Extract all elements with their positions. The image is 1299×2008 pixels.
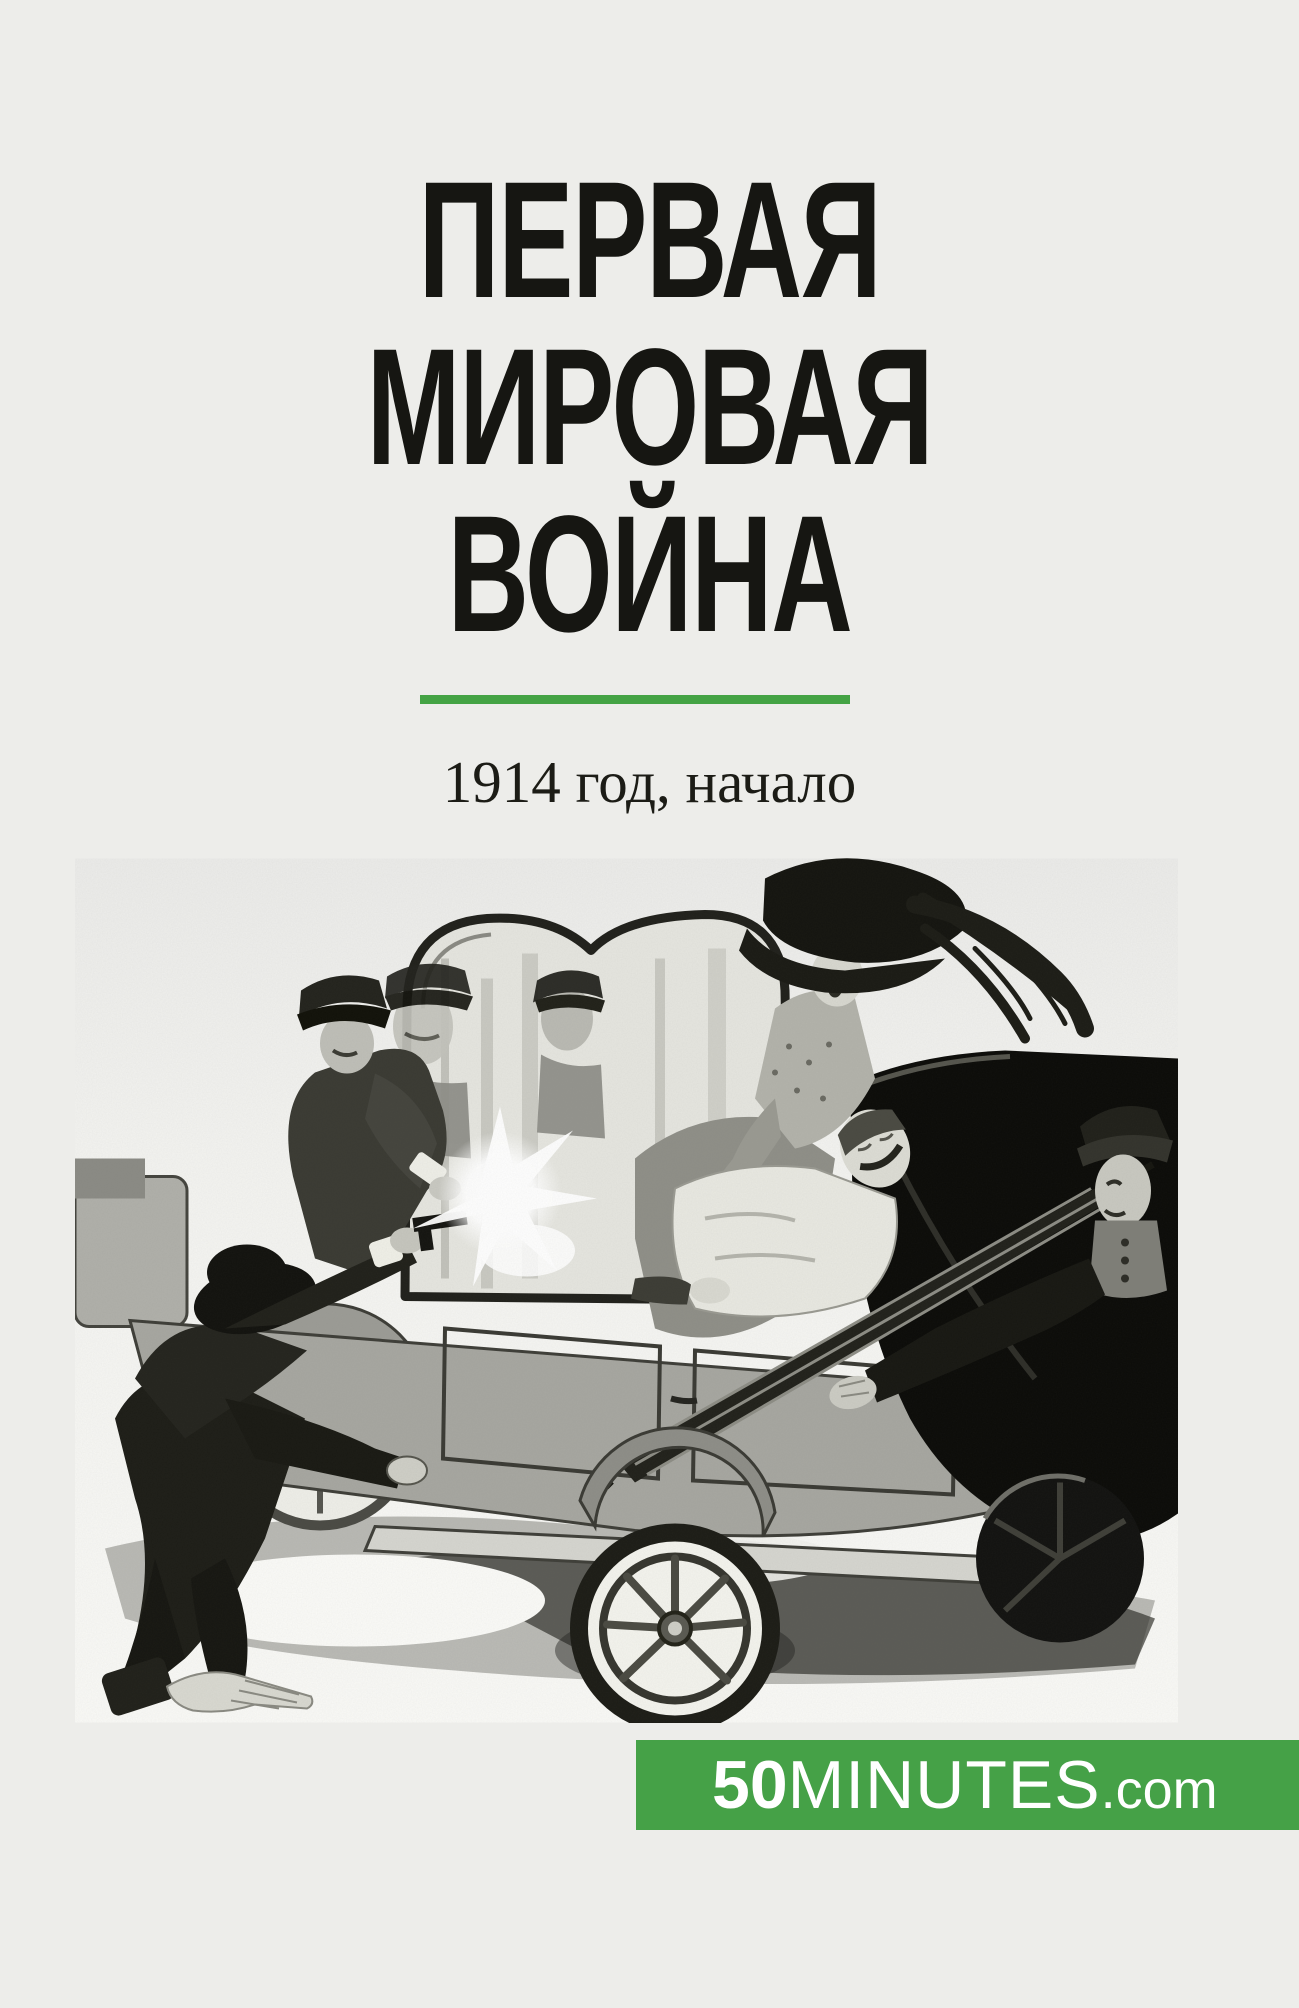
title-line-2: МИРОВАЯ (366, 315, 933, 500)
title-line-3: ВОЙНА (447, 482, 852, 667)
publisher-logo (636, 1740, 1299, 1830)
cover-subtitle: 1914 год, начало (442, 749, 857, 815)
scan-grain (75, 859, 1178, 1723)
publisher-domain: .com (1100, 1760, 1218, 1820)
publisher-number: 50 (712, 1747, 788, 1823)
publisher-name: MINUTES (787, 1747, 1101, 1823)
cover-illustration (75, 858, 1178, 1723)
title-divider-rule (420, 695, 850, 704)
cover-title (208, 148, 1091, 667)
title-line-1: ПЕРВАЯ (418, 148, 881, 333)
